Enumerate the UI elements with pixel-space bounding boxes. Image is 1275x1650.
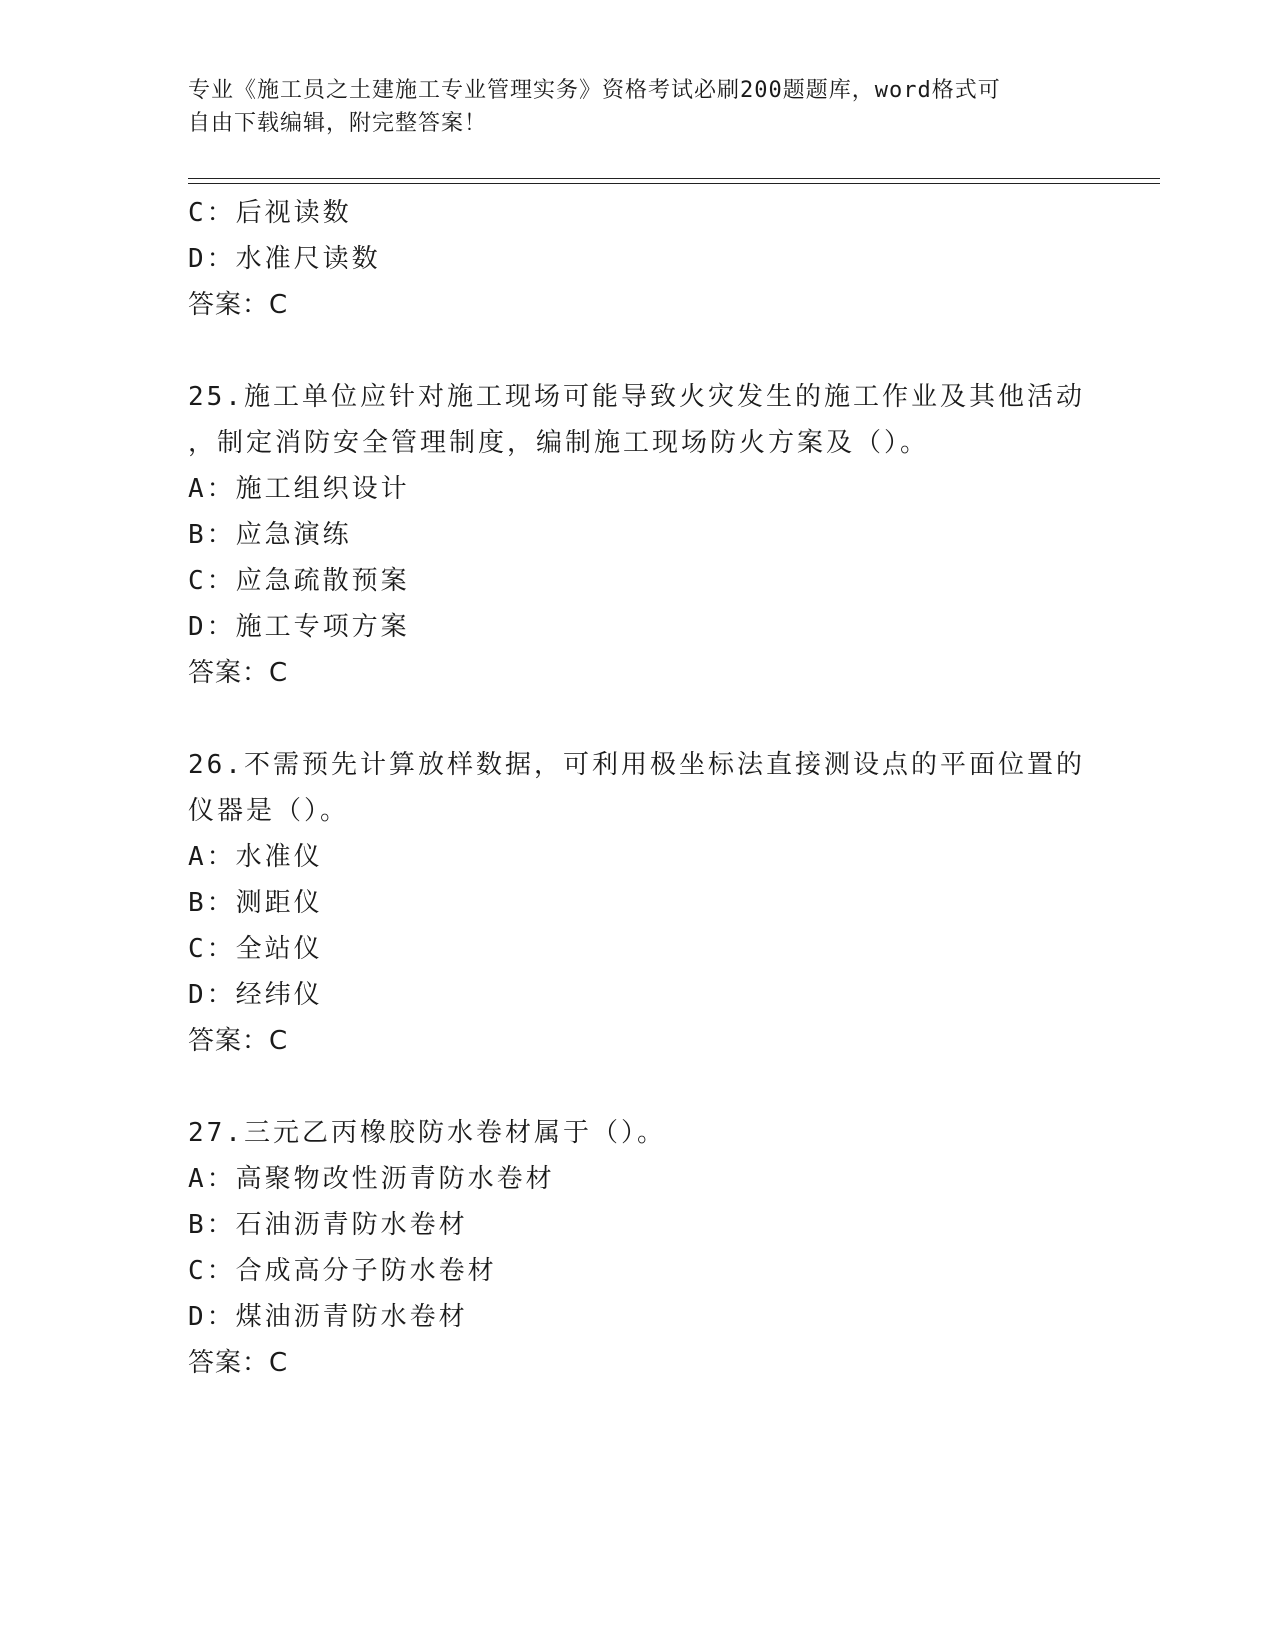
question-text: 27.三元乙丙橡胶防水卷材属于（）。 xyxy=(188,1118,666,1148)
question-block-27 xyxy=(188,1110,1088,1386)
question-text: ，制定消防安全管理制度，编制施工现场防火方案及（）。 xyxy=(188,428,930,458)
option-c: C：合成高分子防水卷材 xyxy=(188,1256,497,1286)
option-b: B：应急演练 xyxy=(188,520,352,550)
option-d: D：经纬仪 xyxy=(188,980,323,1010)
header-divider-top xyxy=(188,178,1160,179)
question-text: 仪器是（）。 xyxy=(188,796,350,826)
option-d: D：施工专项方案 xyxy=(188,612,410,642)
document-header xyxy=(188,74,1088,140)
option-d: D：煤油沥青防水卷材 xyxy=(188,1302,468,1332)
header-line-1: 专业《施工员之土建施工专业管理实务》资格考试必刷200题题库，word格式可 xyxy=(188,78,1001,103)
question-list xyxy=(188,190,1088,1386)
answer-line: 答案：C xyxy=(188,290,289,320)
option-a: A：施工组织设计 xyxy=(188,474,410,504)
header-divider-bottom xyxy=(188,183,1160,184)
option-a: A：高聚物改性沥青防水卷材 xyxy=(188,1164,555,1194)
question-block-25 xyxy=(188,374,1088,696)
option-c: C：应急疏散预案 xyxy=(188,566,410,596)
option-b: B：测距仪 xyxy=(188,888,323,918)
spacer xyxy=(188,696,1088,742)
option-b: B：石油沥青防水卷材 xyxy=(188,1210,468,1240)
option-c: C：后视读数 xyxy=(188,198,352,228)
option-c: C：全站仪 xyxy=(188,934,323,964)
answer-line: 答案：C xyxy=(188,1026,289,1056)
answer-line: 答案：C xyxy=(188,1348,289,1378)
question-text: 25.施工单位应针对施工现场可能导致火灾发生的施工作业及其他活动 xyxy=(188,382,1085,412)
spacer xyxy=(188,328,1088,374)
spacer xyxy=(188,1064,1088,1110)
answer-line: 答案：C xyxy=(188,658,289,688)
question-block-26 xyxy=(188,742,1088,1064)
header-line-2: 自由下载编辑，附完整答案！ xyxy=(188,111,488,136)
question-block-24 xyxy=(188,190,1088,328)
question-text: 26.不需预先计算放样数据，可利用极坐标法直接测设点的平面位置的 xyxy=(188,750,1085,780)
option-d: D：水准尺读数 xyxy=(188,244,381,274)
option-a: A：水准仪 xyxy=(188,842,323,872)
